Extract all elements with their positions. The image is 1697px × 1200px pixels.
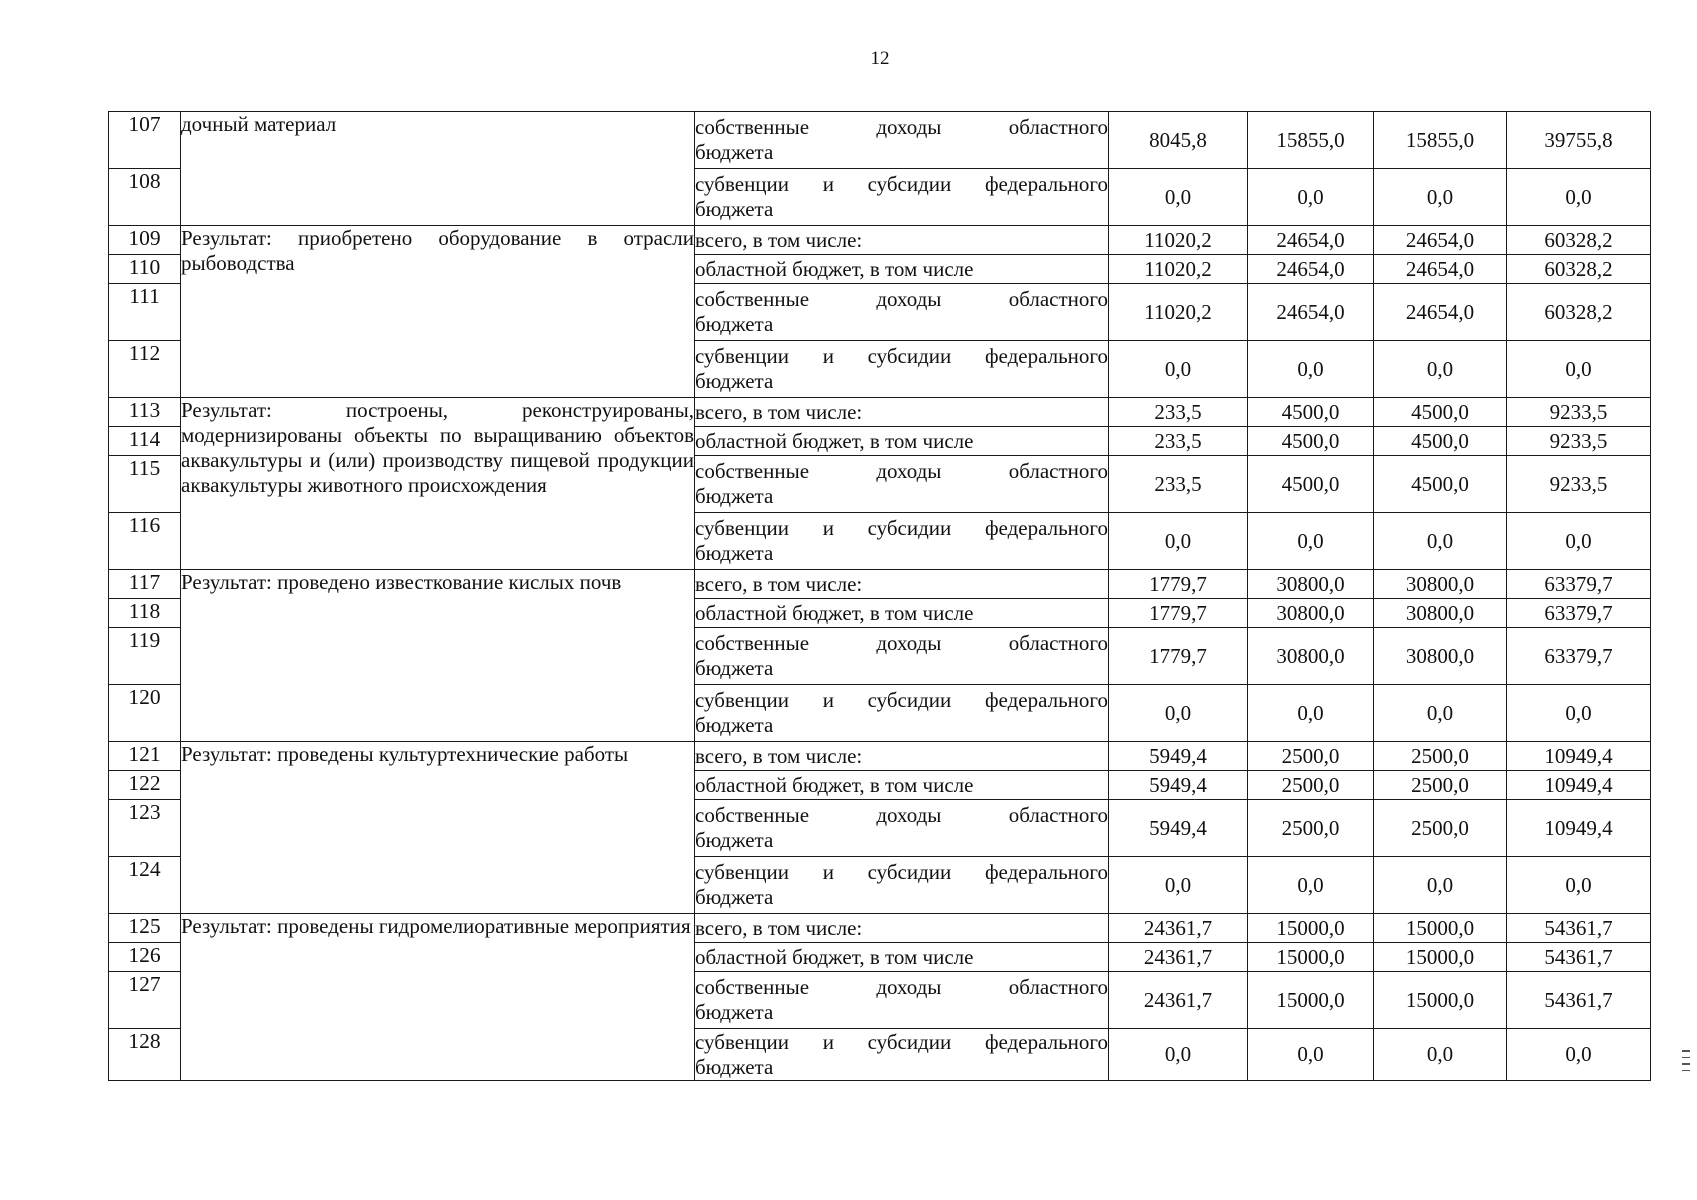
funding-source-line: субвенции и субсидии федерального [695, 860, 1108, 884]
funding-source-line: бюджета [695, 1054, 774, 1079]
amount-cell: 0,0 [1507, 341, 1651, 398]
funding-source-line: бюджета [695, 885, 774, 909]
funding-source-line: всего, в том числе: [695, 571, 863, 596]
amount-cell: 24361,7 [1109, 972, 1248, 1029]
amount-cell: 10949,4 [1507, 800, 1651, 857]
funding-source-line: собственные доходы областного [695, 803, 1108, 827]
amount-cell: 10949,4 [1507, 742, 1651, 771]
table-row [109, 914, 1651, 943]
amount-cell: 39755,8 [1507, 112, 1651, 169]
amount-cell: 10949,4 [1507, 771, 1651, 800]
table-row [109, 112, 1651, 169]
row-number: 117 [109, 570, 181, 599]
amount-cell: 60328,2 [1507, 255, 1651, 284]
funding-source-line: областной бюджет, в том числе [695, 944, 974, 969]
amount-cell: 1779,7 [1109, 599, 1248, 628]
amount-cell: 9233,5 [1507, 398, 1651, 427]
funding-source-line: бюджета [695, 713, 774, 737]
amount-cell: 24654,0 [1248, 255, 1374, 284]
amount-cell: 9233,5 [1507, 456, 1651, 513]
funding-source-line: собственные доходы областного [695, 975, 1108, 999]
amount-cell: 4500,0 [1248, 456, 1374, 513]
funding-source-line: всего, в том числе: [695, 743, 863, 768]
funding-source-line: всего, в том числе: [695, 227, 863, 252]
amount-cell: 63379,7 [1507, 599, 1651, 628]
budget-table [108, 111, 1651, 1081]
amount-cell: 11020,2 [1109, 284, 1248, 341]
amount-cell: 30800,0 [1374, 570, 1507, 599]
amount-cell: 1779,7 [1109, 628, 1248, 685]
amount-cell: 54361,7 [1507, 972, 1651, 1029]
amount-cell: 4500,0 [1374, 456, 1507, 513]
funding-source-line: бюджета [695, 140, 774, 164]
funding-source-line: субвенции и субсидии федерального [695, 516, 1108, 540]
amount-cell: 0,0 [1109, 169, 1248, 226]
funding-source [695, 685, 1109, 742]
funding-source [695, 800, 1109, 857]
amount-cell: 0,0 [1374, 341, 1507, 398]
row-number: 112 [109, 341, 181, 398]
table-row [109, 570, 1651, 599]
row-number: 121 [109, 742, 181, 771]
funding-source-line: областной бюджет, в том числе [695, 256, 974, 281]
amount-cell: 24654,0 [1374, 226, 1507, 255]
amount-cell: 0,0 [1374, 857, 1507, 914]
table-row [109, 742, 1651, 771]
funding-source [695, 599, 1109, 628]
funding-source-line: субвенции и субсидии федерального [695, 344, 1108, 368]
amount-cell: 0,0 [1109, 857, 1248, 914]
amount-cell: 0,0 [1507, 857, 1651, 914]
amount-cell: 4500,0 [1374, 427, 1507, 456]
amount-cell: 15000,0 [1248, 972, 1374, 1029]
result-name: Результат: проведено известкование кислых почв [181, 570, 695, 742]
amount-cell: 24654,0 [1248, 284, 1374, 341]
amount-cell: 2500,0 [1374, 800, 1507, 857]
amount-cell: 11020,2 [1109, 226, 1248, 255]
funding-source [695, 628, 1109, 685]
result-name: Результат: проведены гидромелиоративные мероприятия [181, 914, 695, 1081]
scan-edge-marks [1682, 1050, 1690, 1110]
row-number: 111 [109, 284, 181, 341]
funding-source-line: всего, в том числе: [695, 915, 863, 940]
funding-source-line: субвенции и субсидии федерального [695, 1029, 1108, 1054]
row-number: 123 [109, 800, 181, 857]
funding-source-line: бюджета [695, 541, 774, 565]
amount-cell: 0,0 [1374, 1029, 1507, 1081]
funding-source-line: субвенции и субсидии федерального [695, 688, 1108, 712]
amount-cell: 0,0 [1109, 513, 1248, 570]
amount-cell: 30800,0 [1248, 628, 1374, 685]
row-number: 116 [109, 513, 181, 570]
amount-cell: 0,0 [1248, 513, 1374, 570]
amount-cell: 5949,4 [1109, 771, 1248, 800]
amount-cell: 1779,7 [1109, 570, 1248, 599]
amount-cell: 0,0 [1109, 1029, 1248, 1081]
funding-source [695, 570, 1109, 599]
funding-source [695, 1029, 1109, 1081]
funding-source [695, 255, 1109, 284]
funding-source-line: областной бюджет, в том числе [695, 428, 974, 453]
funding-source [695, 972, 1109, 1029]
amount-cell: 0,0 [1109, 685, 1248, 742]
row-number: 109 [109, 226, 181, 255]
funding-source-line: областной бюджет, в том числе [695, 772, 974, 797]
row-number: 110 [109, 255, 181, 284]
row-number: 126 [109, 943, 181, 972]
funding-source [695, 284, 1109, 341]
amount-cell: 30800,0 [1374, 628, 1507, 685]
row-number: 115 [109, 456, 181, 513]
funding-source-line: собственные доходы областного [695, 459, 1108, 483]
amount-cell: 24654,0 [1374, 284, 1507, 341]
amount-cell: 4500,0 [1248, 427, 1374, 456]
amount-cell: 2500,0 [1374, 771, 1507, 800]
page-number: 12 [870, 48, 890, 69]
amount-cell: 15855,0 [1374, 112, 1507, 169]
table-row [109, 226, 1651, 255]
amount-cell: 2500,0 [1248, 771, 1374, 800]
amount-cell: 2500,0 [1374, 742, 1507, 771]
amount-cell: 0,0 [1248, 685, 1374, 742]
amount-cell: 54361,7 [1507, 943, 1651, 972]
row-number: 119 [109, 628, 181, 685]
funding-source [695, 226, 1109, 255]
amount-cell: 30800,0 [1248, 599, 1374, 628]
amount-cell: 0,0 [1374, 685, 1507, 742]
funding-source-line: бюджета [695, 312, 774, 336]
funding-source [695, 112, 1109, 169]
funding-source [695, 943, 1109, 972]
amount-cell: 30800,0 [1374, 599, 1507, 628]
funding-source [695, 169, 1109, 226]
amount-cell: 15855,0 [1248, 112, 1374, 169]
amount-cell: 5949,4 [1109, 742, 1248, 771]
funding-source [695, 857, 1109, 914]
amount-cell: 0,0 [1507, 169, 1651, 226]
amount-cell: 11020,2 [1109, 255, 1248, 284]
amount-cell: 4500,0 [1374, 398, 1507, 427]
row-number: 107 [109, 112, 181, 169]
row-number: 124 [109, 857, 181, 914]
funding-source-line: собственные доходы областного [695, 115, 1108, 139]
row-number: 118 [109, 599, 181, 628]
funding-source-line: бюджета [695, 656, 774, 680]
amount-cell: 5949,4 [1109, 800, 1248, 857]
amount-cell: 15000,0 [1374, 972, 1507, 1029]
amount-cell: 2500,0 [1248, 742, 1374, 771]
amount-cell: 24361,7 [1109, 914, 1248, 943]
funding-source [695, 742, 1109, 771]
result-name: Результат: приобретено оборудование в отрасли рыбоводства [181, 226, 695, 398]
row-number: 127 [109, 972, 181, 1029]
result-name: Результат: построены, реконструированы, модернизированы объекты по выращиванию объектов аквакультуры и (или) производству пищевой продукции аквакультуры животного происхождения [181, 398, 695, 570]
amount-cell: 0,0 [1374, 169, 1507, 226]
row-number: 125 [109, 914, 181, 943]
amount-cell: 60328,2 [1507, 226, 1651, 255]
result-name: дочный материал [181, 112, 695, 226]
amount-cell: 0,0 [1248, 1029, 1374, 1081]
funding-source-line: бюджета [695, 197, 774, 221]
funding-source [695, 456, 1109, 513]
amount-cell: 54361,7 [1507, 914, 1651, 943]
amount-cell: 0,0 [1248, 341, 1374, 398]
amount-cell: 0,0 [1109, 341, 1248, 398]
amount-cell: 0,0 [1507, 513, 1651, 570]
amount-cell: 233,5 [1109, 427, 1248, 456]
amount-cell: 15000,0 [1374, 943, 1507, 972]
funding-source [695, 914, 1109, 943]
result-name: Результат: проведены культуртехнические работы [181, 742, 695, 914]
funding-source-line: бюджета [695, 828, 774, 852]
table-row [109, 398, 1651, 427]
amount-cell: 24361,7 [1109, 943, 1248, 972]
amount-cell: 4500,0 [1248, 398, 1374, 427]
funding-source-line: бюджета [695, 1000, 774, 1024]
row-number: 114 [109, 427, 181, 456]
amount-cell: 0,0 [1248, 857, 1374, 914]
amount-cell: 60328,2 [1507, 284, 1651, 341]
funding-source-line: бюджета [695, 369, 774, 393]
row-number: 122 [109, 771, 181, 800]
amount-cell: 0,0 [1507, 685, 1651, 742]
amount-cell: 233,5 [1109, 398, 1248, 427]
row-number: 113 [109, 398, 181, 427]
amount-cell: 63379,7 [1507, 570, 1651, 599]
row-number: 128 [109, 1029, 181, 1081]
funding-source-line: всего, в том числе: [695, 399, 863, 424]
amount-cell: 24654,0 [1374, 255, 1507, 284]
amount-cell: 0,0 [1507, 1029, 1651, 1081]
amount-cell: 30800,0 [1248, 570, 1374, 599]
amount-cell: 0,0 [1374, 513, 1507, 570]
funding-source [695, 771, 1109, 800]
funding-source [695, 427, 1109, 456]
amount-cell: 15000,0 [1248, 914, 1374, 943]
amount-cell: 24654,0 [1248, 226, 1374, 255]
funding-source [695, 341, 1109, 398]
amount-cell: 0,0 [1248, 169, 1374, 226]
amount-cell: 15000,0 [1374, 914, 1507, 943]
funding-source-line: собственные доходы областного [695, 287, 1108, 311]
row-number: 120 [109, 685, 181, 742]
funding-source [695, 513, 1109, 570]
funding-source-line: субвенции и субсидии федерального [695, 172, 1108, 196]
funding-source-line: областной бюджет, в том числе [695, 600, 974, 625]
amount-cell: 15000,0 [1248, 943, 1374, 972]
funding-source-line: собственные доходы областного [695, 631, 1108, 655]
amount-cell: 63379,7 [1507, 628, 1651, 685]
amount-cell: 233,5 [1109, 456, 1248, 513]
funding-source-line: бюджета [695, 484, 774, 508]
amount-cell: 2500,0 [1248, 800, 1374, 857]
amount-cell: 9233,5 [1507, 427, 1651, 456]
budget-table-body [109, 112, 1651, 1081]
funding-source [695, 398, 1109, 427]
amount-cell: 8045,8 [1109, 112, 1248, 169]
row-number: 108 [109, 169, 181, 226]
